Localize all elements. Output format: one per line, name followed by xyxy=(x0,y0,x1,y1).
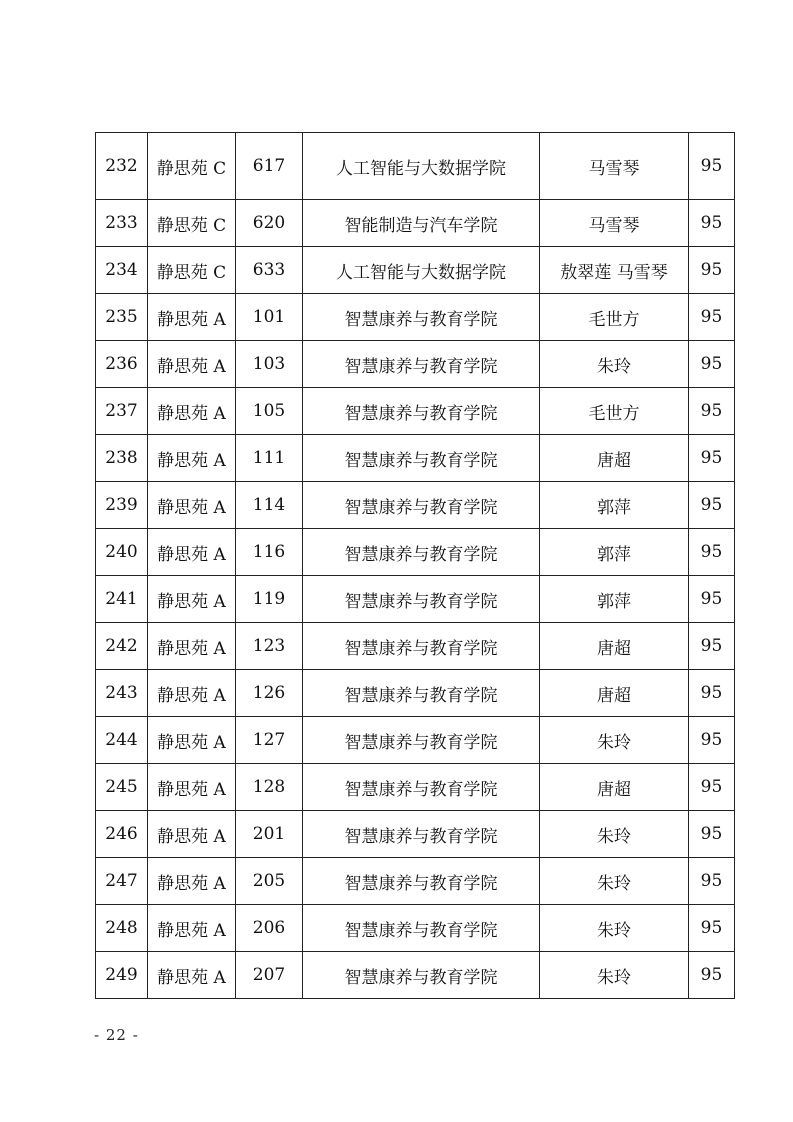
row-number-cell: 239 xyxy=(96,482,148,529)
college-cell: 智慧康养与教育学院 xyxy=(303,482,540,529)
staff-name-cell: 郭萍 xyxy=(540,576,689,623)
staff-name-cell: 朱玲 xyxy=(540,717,689,764)
college-cell: 人工智能与大数据学院 xyxy=(303,247,540,294)
score-cell: 95 xyxy=(689,133,735,200)
table-row xyxy=(96,858,735,905)
row-number-cell: 249 xyxy=(96,952,148,999)
row-number-cell: 246 xyxy=(96,811,148,858)
building-cell: 静思苑 C xyxy=(148,247,236,294)
room-number-cell: 617 xyxy=(236,133,303,200)
row-number-cell: 235 xyxy=(96,294,148,341)
dormitory-score-table-container xyxy=(95,132,734,999)
college-cell: 智慧康养与教育学院 xyxy=(303,858,540,905)
college-cell: 智慧康养与教育学院 xyxy=(303,294,540,341)
staff-name-cell: 唐超 xyxy=(540,435,689,482)
building-cell: 静思苑 A xyxy=(148,529,236,576)
building-cell: 静思苑 A xyxy=(148,341,236,388)
staff-name-cell: 朱玲 xyxy=(540,341,689,388)
building-cell: 静思苑 A xyxy=(148,435,236,482)
staff-name-cell: 唐超 xyxy=(540,764,689,811)
table-row xyxy=(96,247,735,294)
score-cell: 95 xyxy=(689,905,735,952)
score-cell: 95 xyxy=(689,811,735,858)
building-cell: 静思苑 A xyxy=(148,905,236,952)
building-cell: 静思苑 C xyxy=(148,133,236,200)
staff-name-cell: 唐超 xyxy=(540,623,689,670)
score-cell: 95 xyxy=(689,858,735,905)
table-row xyxy=(96,294,735,341)
score-cell: 95 xyxy=(689,717,735,764)
staff-name-cell: 朱玲 xyxy=(540,905,689,952)
table-row xyxy=(96,811,735,858)
row-number-cell: 238 xyxy=(96,435,148,482)
row-number-cell: 243 xyxy=(96,670,148,717)
row-number-cell: 234 xyxy=(96,247,148,294)
college-cell: 人工智能与大数据学院 xyxy=(303,133,540,200)
table-row xyxy=(96,905,735,952)
row-number-cell: 245 xyxy=(96,764,148,811)
room-number-cell: 111 xyxy=(236,435,303,482)
table-row xyxy=(96,952,735,999)
table-row xyxy=(96,482,735,529)
room-number-cell: 128 xyxy=(236,764,303,811)
college-cell: 智慧康养与教育学院 xyxy=(303,952,540,999)
staff-name-cell: 马雪琴 xyxy=(540,200,689,247)
college-cell: 智慧康养与教育学院 xyxy=(303,670,540,717)
college-cell: 智能制造与汽车学院 xyxy=(303,200,540,247)
table-row xyxy=(96,435,735,482)
score-cell: 95 xyxy=(689,388,735,435)
college-cell: 智慧康养与教育学院 xyxy=(303,811,540,858)
room-number-cell: 207 xyxy=(236,952,303,999)
room-number-cell: 105 xyxy=(236,388,303,435)
score-cell: 95 xyxy=(689,576,735,623)
row-number-cell: 233 xyxy=(96,200,148,247)
college-cell: 智慧康养与教育学院 xyxy=(303,576,540,623)
table-body xyxy=(96,133,735,999)
score-cell: 95 xyxy=(689,247,735,294)
table-row xyxy=(96,341,735,388)
table-row xyxy=(96,764,735,811)
college-cell: 智慧康养与教育学院 xyxy=(303,529,540,576)
college-cell: 智慧康养与教育学院 xyxy=(303,764,540,811)
building-cell: 静思苑 A xyxy=(148,294,236,341)
building-cell: 静思苑 A xyxy=(148,858,236,905)
staff-name-cell: 毛世方 xyxy=(540,294,689,341)
staff-name-cell: 郭萍 xyxy=(540,482,689,529)
table-row xyxy=(96,670,735,717)
score-cell: 95 xyxy=(689,670,735,717)
page-number: - 22 - xyxy=(94,1026,139,1044)
room-number-cell: 101 xyxy=(236,294,303,341)
room-number-cell: 620 xyxy=(236,200,303,247)
table-row xyxy=(96,623,735,670)
row-number-cell: 232 xyxy=(96,133,148,200)
staff-name-cell: 唐超 xyxy=(540,670,689,717)
building-cell: 静思苑 A xyxy=(148,764,236,811)
building-cell: 静思苑 A xyxy=(148,388,236,435)
score-cell: 95 xyxy=(689,200,735,247)
college-cell: 智慧康养与教育学院 xyxy=(303,623,540,670)
room-number-cell: 126 xyxy=(236,670,303,717)
college-cell: 智慧康养与教育学院 xyxy=(303,388,540,435)
table-row xyxy=(96,576,735,623)
staff-name-cell: 敖翠莲 马雪琴 xyxy=(540,247,689,294)
staff-name-cell: 朱玲 xyxy=(540,952,689,999)
row-number-cell: 236 xyxy=(96,341,148,388)
row-number-cell: 240 xyxy=(96,529,148,576)
room-number-cell: 633 xyxy=(236,247,303,294)
building-cell: 静思苑 A xyxy=(148,623,236,670)
table-row xyxy=(96,529,735,576)
room-number-cell: 206 xyxy=(236,905,303,952)
building-cell: 静思苑 A xyxy=(148,670,236,717)
room-number-cell: 205 xyxy=(236,858,303,905)
room-number-cell: 123 xyxy=(236,623,303,670)
college-cell: 智慧康养与教育学院 xyxy=(303,717,540,764)
room-number-cell: 103 xyxy=(236,341,303,388)
room-number-cell: 114 xyxy=(236,482,303,529)
college-cell: 智慧康养与教育学院 xyxy=(303,905,540,952)
room-number-cell: 201 xyxy=(236,811,303,858)
table-row xyxy=(96,133,735,200)
score-cell: 95 xyxy=(689,341,735,388)
building-cell: 静思苑 A xyxy=(148,952,236,999)
row-number-cell: 242 xyxy=(96,623,148,670)
row-number-cell: 244 xyxy=(96,717,148,764)
room-number-cell: 119 xyxy=(236,576,303,623)
score-cell: 95 xyxy=(689,294,735,341)
building-cell: 静思苑 C xyxy=(148,200,236,247)
staff-name-cell: 毛世方 xyxy=(540,388,689,435)
room-number-cell: 127 xyxy=(236,717,303,764)
staff-name-cell: 朱玲 xyxy=(540,811,689,858)
row-number-cell: 247 xyxy=(96,858,148,905)
college-cell: 智慧康养与教育学院 xyxy=(303,341,540,388)
score-cell: 95 xyxy=(689,764,735,811)
score-cell: 95 xyxy=(689,482,735,529)
building-cell: 静思苑 A xyxy=(148,576,236,623)
staff-name-cell: 马雪琴 xyxy=(540,133,689,200)
score-cell: 95 xyxy=(689,435,735,482)
building-cell: 静思苑 A xyxy=(148,811,236,858)
table-row xyxy=(96,717,735,764)
score-cell: 95 xyxy=(689,952,735,999)
building-cell: 静思苑 A xyxy=(148,482,236,529)
row-number-cell: 237 xyxy=(96,388,148,435)
table-row xyxy=(96,200,735,247)
row-number-cell: 248 xyxy=(96,905,148,952)
score-cell: 95 xyxy=(689,623,735,670)
staff-name-cell: 郭萍 xyxy=(540,529,689,576)
college-cell: 智慧康养与教育学院 xyxy=(303,435,540,482)
staff-name-cell: 朱玲 xyxy=(540,858,689,905)
row-number-cell: 241 xyxy=(96,576,148,623)
room-number-cell: 116 xyxy=(236,529,303,576)
dormitory-score-table xyxy=(95,132,735,999)
table-row xyxy=(96,388,735,435)
score-cell: 95 xyxy=(689,529,735,576)
building-cell: 静思苑 A xyxy=(148,717,236,764)
